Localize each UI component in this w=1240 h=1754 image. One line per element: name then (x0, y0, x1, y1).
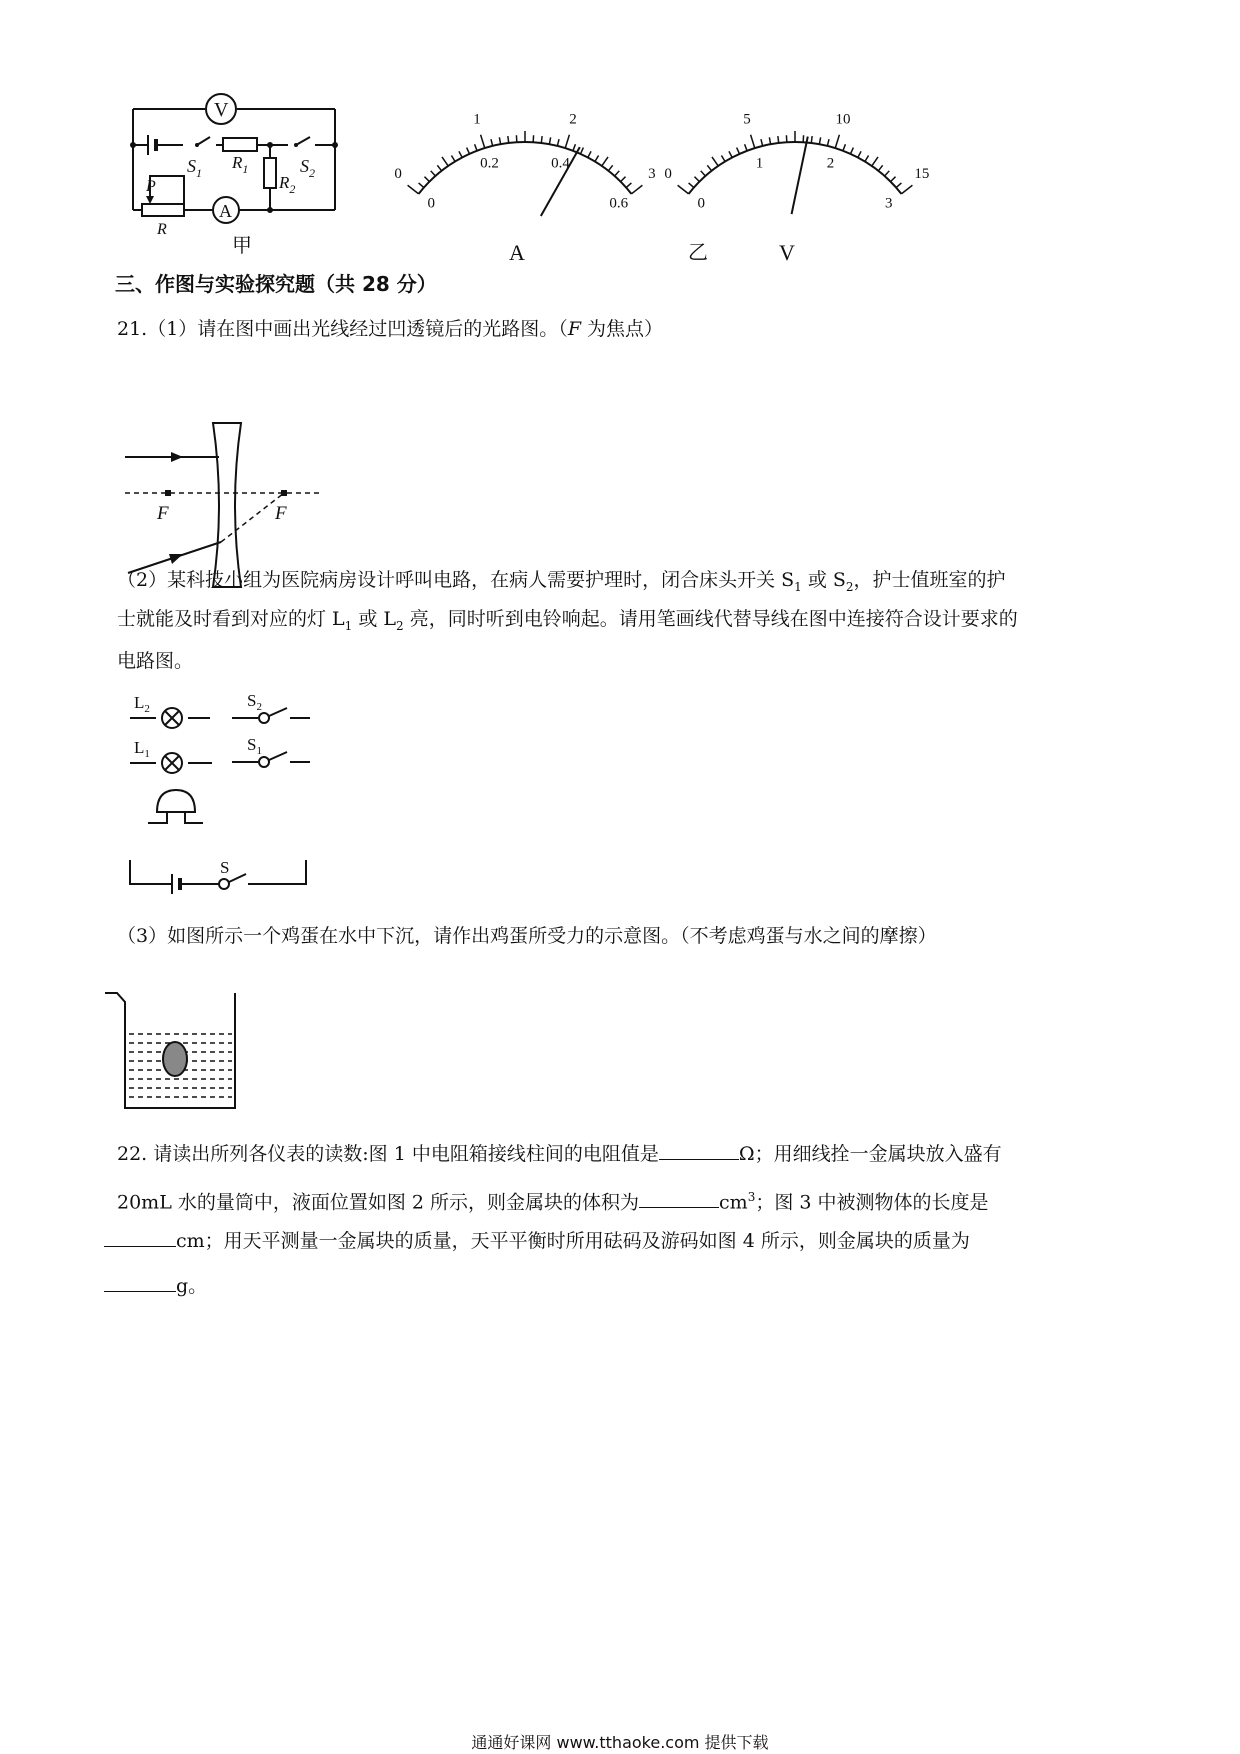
voltmeter-symbol: V (214, 99, 229, 121)
answer-blank-mass[interactable] (104, 1273, 176, 1292)
ammeter-dial-tick (608, 165, 612, 171)
voltmeter-dial-top-label: 0 (664, 165, 672, 182)
voltmeter-dial-tick (819, 137, 820, 144)
circuit-figure-jia (120, 92, 390, 262)
voltmeter-dial-bottom-label: 0 (697, 195, 705, 212)
q21-part2-line1: （2）某科技小组为医院病房设计呼叫电路，在病人需要护理时，闭合床头开关 $S_1$ 或 $S_2$，护士值班室的护 (117, 569, 1006, 594)
ammeter-dial-tick (631, 185, 642, 194)
voltmeter-dial-tick (858, 151, 861, 157)
ammeter-dial-tick (481, 135, 485, 148)
ammeter-dial-tick (615, 171, 620, 176)
ammeter-dial-tick (442, 157, 448, 166)
focus-label-left: F (157, 503, 169, 524)
ammeter-dial-tick (467, 148, 470, 154)
q21-part1-text: 21.（1）请在图中画出光线经过凹透镜后的光路图。（F 为焦点） (117, 318, 664, 340)
ammeter-dial-tick (580, 148, 583, 154)
voltmeter-dial-bottom-label: 3 (885, 195, 893, 212)
section-title: 三、作图与实验探究题（共 28 分） (115, 272, 437, 296)
ammeter-dial-bottom-label: 0.2 (480, 155, 499, 172)
answer-blank-volume[interactable] (639, 1189, 719, 1208)
voltmeter-dial-tick (745, 144, 747, 151)
label-r1: $R_1$ (232, 153, 249, 176)
voltmeter-dial-tick (729, 151, 732, 157)
voltmeter-dial-top-label: 15 (914, 165, 930, 182)
ammeter-dial-tick (424, 177, 429, 182)
concave-lens-figure (125, 420, 365, 590)
meters-figure-yi (385, 92, 965, 267)
ammeter-symbol: A (219, 201, 232, 221)
voltmeter-dial-tick (811, 136, 812, 143)
q22-line4: g。 (104, 1273, 207, 1298)
ammeter-dial-top-label: 2 (569, 111, 577, 128)
voltmeter-dial-tick (850, 148, 853, 154)
ammeter-dial-tick (419, 183, 424, 188)
voltmeter-dial-tick (678, 185, 689, 194)
ammeter-dial-tick (573, 144, 575, 151)
voltmeter-dial-pointer (792, 137, 808, 215)
ammeter-dial-arc (419, 142, 632, 194)
voltmeter-dial-tick (843, 144, 845, 151)
ammeter-dial-bottom-label: 0.6 (609, 195, 629, 212)
ammeter-dial-tick (602, 157, 608, 166)
ammeter-dial-tick (595, 156, 599, 162)
label-s: S (220, 858, 230, 877)
ammeter-dial-tick (437, 165, 441, 171)
ammeter-dial-tick (557, 139, 559, 146)
call-circuit-components (130, 680, 360, 910)
voltmeter-dial-tick (701, 171, 706, 176)
voltmeter-dial-tick (761, 139, 763, 146)
ammeter-dial-tick (491, 139, 493, 146)
label-s1: $S_1$ (247, 735, 262, 757)
voltmeter-dial-bottom-label: 2 (826, 155, 835, 172)
ammeter-dial-tick (621, 177, 626, 182)
voltmeter-dial-tick (721, 156, 725, 162)
ammeter-dial (394, 111, 655, 265)
ammeter-dial-tick (588, 151, 591, 157)
answer-blank-length[interactable] (104, 1228, 176, 1247)
label-r: R (157, 221, 167, 238)
voltmeter-dial-unit: V (779, 240, 795, 265)
figure-label-yi: 乙 (688, 240, 708, 264)
label-l1: $L_1$ (134, 738, 150, 760)
ammeter-dial-top-label: 3 (648, 165, 656, 182)
q22-line1: 22. 请读出所列各仪表的读数:图 1 中电阻箱接线柱间的电阻值是 Ω；用细线拴一金属块放入盛有 (117, 1143, 1002, 1165)
label-r2: $R_2$ (279, 173, 296, 196)
ammeter-dial-bottom-label: 0 (427, 195, 435, 212)
q21-part3-text: （3）如图所示一个鸡蛋在水中下沉，请作出鸡蛋所受力的示意图。（不考虑鸡蛋与水之间的摩擦） (117, 925, 937, 947)
q22-line3: cm；用天平测量一金属块的质量，天平平衡时所用砝码及游码如图 4 所示，则金属块的质量为 (104, 1228, 970, 1253)
ammeter-dial-tick (549, 137, 550, 144)
focus-label-right: F (275, 503, 287, 524)
voltmeter-dial-tick (707, 165, 711, 171)
ammeter-dial-tick (565, 135, 569, 148)
voltmeter-dial-tick (896, 183, 901, 188)
ammeter-dial-tick (459, 151, 462, 157)
label-l2: $L_2$ (134, 693, 150, 715)
label-s2: $S_2$ (300, 156, 315, 180)
voltmeter-dial-tick (712, 157, 718, 166)
voltmeter-dial-tick (827, 139, 829, 146)
ammeter-dial-tick (451, 156, 455, 162)
voltmeter-dial-tick (885, 171, 890, 176)
figure-label-jia: 甲 (232, 235, 252, 257)
q22-line2: 20mL 水的量筒中，液面位置如图 2 所示，则金属块的体积为 $cm^3$；图 3 中被测物体的长度是 (117, 1190, 989, 1214)
voltmeter-dial-tick (891, 177, 896, 182)
voltmeter-dial-tick (737, 148, 740, 154)
label-s2: $S_2$ (247, 691, 262, 713)
ammeter-dial-tick (431, 171, 436, 176)
voltmeter-dial-tick (872, 157, 878, 166)
ammeter-dial-top-label: 0 (394, 165, 402, 182)
voltmeter-dial-top-label: 10 (835, 111, 851, 128)
voltmeter-dial-tick (901, 185, 912, 194)
voltmeter-dial-tick (694, 177, 699, 182)
voltmeter-dial-tick (689, 183, 694, 188)
q21-part2-line2: 士就能及时看到对应的灯 $L_1$ 或 $L_2$ 亮，同时听到电铃响起。请用笔画线代替导线在图中连接符合设计要求的 (117, 608, 1018, 633)
voltmeter-dial-tick (878, 165, 882, 171)
ammeter-dial-bottom-label: 0.4 (551, 155, 570, 172)
ammeter-dial-tick (508, 136, 509, 143)
voltmeter-dial-tick (835, 135, 839, 148)
voltmeter-dial-tick (751, 135, 755, 148)
page-footer: 通通好课网 www.tthaoke.com 提供下载 (471, 1733, 769, 1752)
ammeter-dial-tick (408, 185, 419, 194)
q21-part2-line3: 电路图。 (117, 650, 194, 672)
ammeter-dial-unit: A (509, 240, 525, 265)
ammeter-dial-tick (541, 136, 542, 143)
answer-blank-resistance[interactable] (659, 1141, 739, 1160)
ammeter-dial-tick (626, 183, 631, 188)
label-s1: $S_1$ (187, 156, 202, 180)
label-p: P (146, 178, 156, 195)
voltmeter-dial-tick (778, 136, 779, 143)
voltmeter-dial-tick (865, 156, 869, 162)
ammeter-dial-tick (499, 137, 500, 144)
voltmeter-dial-arc (689, 142, 902, 194)
voltmeter-dial-tick (769, 137, 770, 144)
ammeter-dial-top-label: 1 (473, 111, 481, 128)
voltmeter-dial-top-label: 5 (743, 111, 751, 128)
egg-beaker-figure (105, 988, 245, 1118)
voltmeter-dial-bottom-label: 1 (755, 155, 764, 172)
ammeter-dial-tick (475, 144, 477, 151)
